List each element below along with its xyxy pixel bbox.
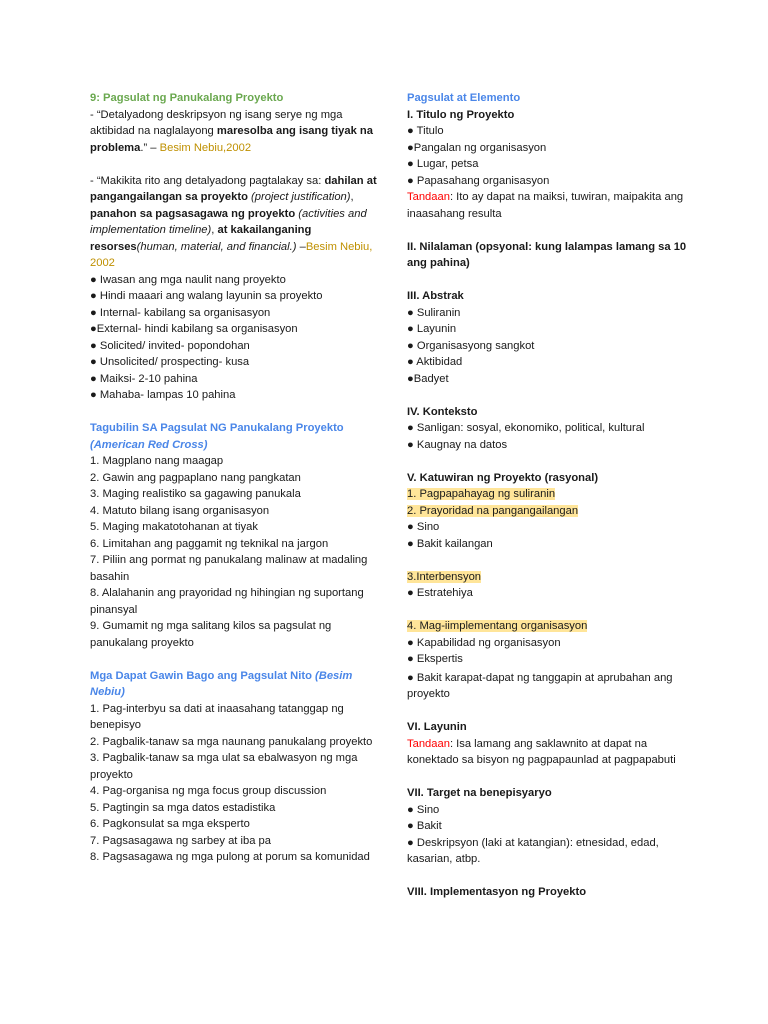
bullet-item: ● Unsolicited/ prospecting- kusa	[90, 356, 250, 368]
section-title: 9: Pagsulat ng Panukalang Proyekto	[90, 92, 284, 104]
note-text: : Ito ay dapat na maiksi, tuwiran, maipakita ang inaasahang resulta	[407, 191, 684, 220]
list-item: 1. Magplano nang maagap	[90, 455, 224, 467]
quote-italic: (project justification)	[251, 191, 351, 203]
subsection-title: VI. Layunin	[407, 721, 467, 733]
bullet-item: ● Sanligan: sosyal, ekonomiko, political, kultural	[407, 422, 645, 434]
right-column	[407, 90, 692, 901]
quote-emphasis: at kakailanganing resorses	[90, 224, 312, 253]
bullet-item: ● Hindi maaari ang walang layunin sa proyekto	[90, 290, 323, 302]
list-item: 6. Limitahan ang paggamit ng teknikal na jargon	[90, 537, 329, 550]
quote-italic: (human, material, and financial.)	[136, 240, 297, 253]
highlighted-item: 4. Mag-iimplementang organisasyon	[407, 620, 588, 632]
bullet-item: ● Kapabilidad ng organisasyon	[407, 636, 561, 649]
subsection-title: I. Titulo ng Proyekto	[407, 108, 515, 121]
bullet-item: ● Ekspertis	[407, 653, 463, 665]
subsection-title: VIII. Implementasyon ng Proyekto	[407, 886, 587, 898]
bullet-item: ● Aktibidad	[407, 356, 463, 368]
bullet-item: ● Internal- kabilang sa organisasyon	[90, 306, 271, 319]
quote-emphasis: panahon sa pagsasagawa ng proyekto	[90, 207, 296, 220]
list-item: 5. Maging makatotohanan at tiyak	[90, 521, 258, 533]
quote-text: - “Detalyadong deskripsyon ng isang serye ng mga aktibidad na naglalayong	[90, 108, 343, 137]
section-title-text: Tagubilin SA Pagsulat NG Panukalang Proyekto	[90, 422, 344, 434]
highlighted-item: 2. Prayoridad na pangangailangan	[407, 504, 579, 517]
bullet-item: ● Iwasan ang mga naulit nang proyekto	[90, 273, 286, 286]
subsection-title: VII. Target na benepisyaryo	[407, 787, 552, 799]
list-item: 8. Pagsasagawa ng mga pulong at porum sa komunidad	[90, 851, 370, 863]
quote-text: ,	[211, 224, 218, 236]
note-paragraph	[407, 736, 692, 769]
list-item: 6. Pagkonsulat sa mga eksperto	[90, 818, 250, 830]
note-label: Tandaan	[407, 737, 450, 750]
bullet-item: ● Bakit kailangan	[407, 537, 493, 550]
quote-paragraph	[90, 107, 380, 157]
bullet-item: ● Kaugnay na datos	[407, 438, 508, 451]
quote-text: ,	[350, 191, 354, 203]
section-title-source: (Besim Nebiu)	[90, 669, 353, 698]
subsection-title: V. Katuwiran ng Proyekto (rasyonal)	[407, 471, 599, 484]
bullet-item: ● Solicited/ invited- popondohan	[90, 339, 250, 352]
bullet-item: ● Bakit karapat-dapat ng tanggapin at aprubahan ang proyekto	[407, 671, 673, 700]
list-item: 7. Pagsasagawa ng sarbey at iba pa	[90, 834, 271, 847]
bullet-item: ● Sino	[407, 521, 440, 533]
quote-italic: (activities and implementation timeline)	[90, 207, 367, 236]
list-item: 5. Pagtingin sa mga datos estadistika	[90, 801, 276, 814]
subsection-title: III. Abstrak	[407, 290, 464, 302]
list-item: 1. Pag-interbyu sa dati at inaasahang tatanggap ng benepisyo	[90, 702, 344, 731]
bullet-item: ● Maiksi- 2-10 pahina	[90, 372, 198, 385]
note-paragraph	[407, 189, 692, 222]
note-label: Tandaan	[407, 191, 450, 203]
section-title	[90, 420, 380, 453]
quote-author: Besim Nebiu,2002	[159, 141, 252, 154]
bullet-item: ● Suliranin	[407, 306, 461, 319]
list-item: 3. Pagbalik-tanaw sa mga ulat sa ebalwasyon ng mga proyekto	[90, 752, 358, 781]
quote-text: .” –	[140, 141, 160, 154]
quote-emphasis: dahilan at pangangailangan sa proyekto	[90, 174, 377, 203]
subsection-title: IV. Konteksto	[407, 405, 478, 418]
bullet-item: ● Lugar, petsa	[407, 158, 479, 170]
list-item: 7. Piliin ang pormat ng panukalang malinaw at madaling basahin	[90, 554, 368, 583]
bullet-item: ● Sino	[407, 803, 440, 816]
bullet-item: ● Bakit	[407, 820, 442, 832]
section-title-text: Mga Dapat Gawin Bago ang Pagsulat Nito	[90, 669, 316, 682]
bullet-item: ● Layunin	[407, 323, 457, 335]
list-item: 8. Alalahanin ang prayoridad ng hihingian ng suportang pinansyal	[90, 587, 364, 616]
quote-emphasis: maresolba ang isang tiyak na problema	[90, 125, 373, 154]
list-item: 2. Gawin ang pagpaplano nang pangkatan	[90, 471, 301, 484]
bullet-item: ●Badyet	[407, 372, 449, 385]
quote-text: - “Makikita rito ang detalyadong pagtalakay sa:	[90, 174, 325, 187]
bullet-item: ●Pangalan ng organisasyon	[407, 141, 547, 154]
bullet-item: ● Papasahang organisasyon	[407, 174, 550, 187]
bullet-item: ● Mahaba- lampas 10 pahina	[90, 389, 236, 401]
section-title	[90, 668, 380, 701]
bullet-item: ● Estratehiya	[407, 587, 473, 599]
bullet-item: ●External- hindi kabilang sa organisasyon	[90, 323, 298, 335]
highlighted-item: 3.Interbensyon	[407, 570, 482, 583]
bullet-item: ● Titulo	[407, 125, 444, 137]
list-item: 3. Maging realistiko sa gagawing panukala	[90, 488, 301, 500]
bullet-item: ● Deskripsyon (laki at katangian): etnesidad, edad, kasarian, atbp.	[407, 836, 659, 865]
quote-author: Besim Nebiu, 2002	[90, 240, 373, 269]
quote-paragraph	[90, 173, 380, 272]
subsection-title: II. Nilalaman (opsyonal: kung lalampas lamang sa 10 ang pahina)	[407, 240, 687, 269]
list-item: 4. Matuto bilang isang organisasyon	[90, 504, 270, 517]
highlighted-item: 1. Pagpapahayag ng suliranin	[407, 488, 556, 500]
left-column	[90, 90, 380, 866]
list-item: 2. Pagbalik-tanaw sa mga naunang panukalang proyekto	[90, 735, 373, 748]
list-item: 9. Gumamit ng mga salitang kilos sa pagsulat ng panukalang proyekto	[90, 620, 332, 649]
section-title: Pagsulat at Elemento	[407, 92, 521, 104]
quote-text: –	[296, 240, 306, 253]
bullet-item: ● Organisasyong sangkot	[407, 339, 535, 352]
section-title-source: (American Red Cross)	[90, 438, 208, 451]
list-item: 4. Pag-organisa ng mga focus group discussion	[90, 785, 327, 797]
note-text: : Isa lamang ang saklawnito at dapat na konektado sa bisyon ng pagpapaunlad at pagpapabuti	[407, 737, 676, 766]
